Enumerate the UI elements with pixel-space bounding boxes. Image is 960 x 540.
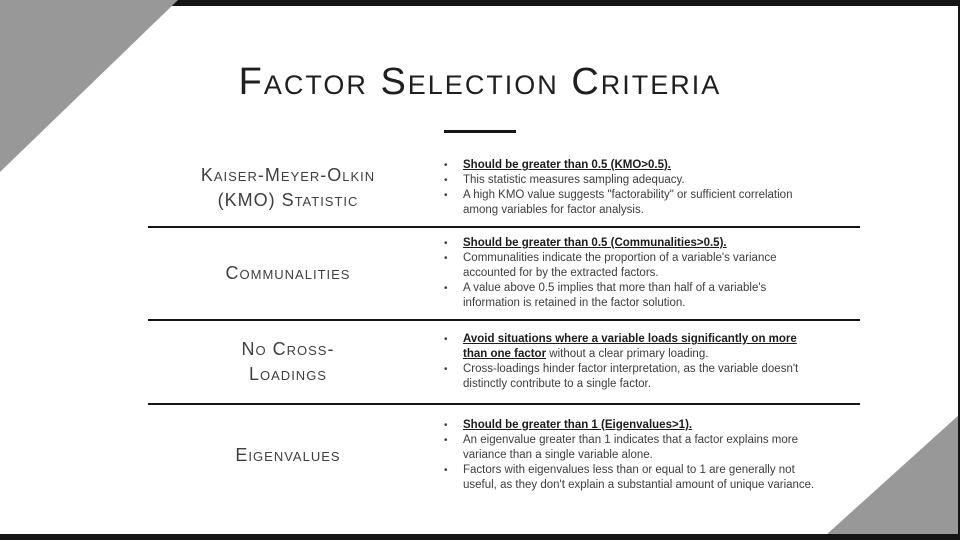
bullet-text: A high KMO value suggests "factorability" or sufficient correlation among variables for factor analysis. bbox=[463, 189, 793, 216]
bullet-icon: • bbox=[444, 160, 448, 171]
bullet-lead: Should be greater than 0.5 (Communalities>0.5). bbox=[463, 237, 727, 249]
bullet-lead: Should be greater than 0.5 (KMO>0.5). bbox=[463, 159, 671, 171]
slide-title: Factor Selection Criteria bbox=[238, 61, 722, 103]
bullet-item bbox=[444, 418, 816, 433]
bullet-icon: • bbox=[444, 253, 448, 264]
criteria-row-eigenvalues bbox=[148, 405, 860, 505]
criterion-bullets-kmo bbox=[428, 150, 860, 226]
bullet-icon: • bbox=[444, 464, 448, 476]
criterion-bullets-eigenvalues bbox=[428, 410, 860, 501]
criterion-label-communalities bbox=[148, 261, 428, 286]
bullet-icon: • bbox=[444, 434, 448, 446]
bullet-lead: Should be greater than 1 (Eigenvalues>1). bbox=[463, 418, 693, 431]
criterion-bullets-cross-loadings bbox=[428, 324, 860, 400]
bottom-accent-bar bbox=[0, 534, 960, 540]
criterion-label-eigenvalues bbox=[148, 443, 428, 468]
criteria-row-kmo bbox=[148, 150, 860, 228]
bullet-item bbox=[444, 362, 816, 392]
bullet-item bbox=[444, 433, 816, 463]
label-line: Loadings bbox=[249, 364, 327, 384]
criterion-label-kmo bbox=[148, 163, 428, 213]
bullet-text: This statistic measures sampling adequacy. bbox=[463, 174, 685, 186]
bullet-item bbox=[444, 463, 816, 493]
bullet-text: Communalities indicate the proportion of a variable's variance accounted for by the extracted factors. bbox=[463, 252, 777, 279]
label-line: No Cross- bbox=[241, 339, 335, 359]
bullet-item bbox=[444, 236, 816, 251]
bullet-item bbox=[444, 281, 816, 311]
bullet-item bbox=[444, 158, 816, 173]
label-line: (KMO) Statistic bbox=[217, 190, 359, 210]
bullet-text: Factors with eigenvalues less than or equal to 1 are generally not useful, as they don't explain a substantial amount of unique variance. bbox=[463, 463, 815, 491]
title-divider-line bbox=[444, 130, 516, 133]
bullet-item bbox=[444, 332, 816, 362]
bullet-text: A value above 0.5 implies that more than half of a variable's information is retained in the factor solution. bbox=[463, 282, 767, 309]
bullet-icon: • bbox=[444, 364, 448, 375]
criterion-label-cross-loadings bbox=[148, 337, 428, 387]
label-line: Kaiser-Meyer-Olkin bbox=[200, 165, 376, 185]
bullet-text: Cross-loadings hinder factor interpretation, as the variable doesn't distinctly contribute to a single factor. bbox=[463, 363, 799, 390]
label-line: Communalities bbox=[225, 263, 351, 283]
bullet-item bbox=[444, 188, 816, 218]
label-line: Eigenvalues bbox=[235, 444, 341, 465]
bullet-icon: • bbox=[444, 283, 448, 294]
bullet-text: without a clear primary loading. bbox=[546, 348, 709, 360]
criterion-bullets-communalities bbox=[428, 228, 860, 319]
criteria-row-communalities bbox=[148, 228, 860, 321]
bullet-item bbox=[444, 251, 816, 281]
bullet-text: An eigenvalue greater than 1 indicates that a factor explains more variance than a single variable alone. bbox=[463, 433, 798, 461]
bullet-icon: • bbox=[444, 190, 448, 201]
bullet-icon: • bbox=[444, 175, 448, 186]
bullet-icon: • bbox=[444, 238, 448, 249]
bullet-icon: • bbox=[444, 334, 448, 345]
bullet-lead: Avoid situations where a variable loads significantly on more than one factor bbox=[463, 333, 797, 360]
bullet-item bbox=[444, 173, 816, 188]
criteria-row-cross-loadings bbox=[148, 321, 860, 405]
bullet-icon: • bbox=[444, 419, 448, 431]
criteria-table bbox=[148, 150, 860, 505]
